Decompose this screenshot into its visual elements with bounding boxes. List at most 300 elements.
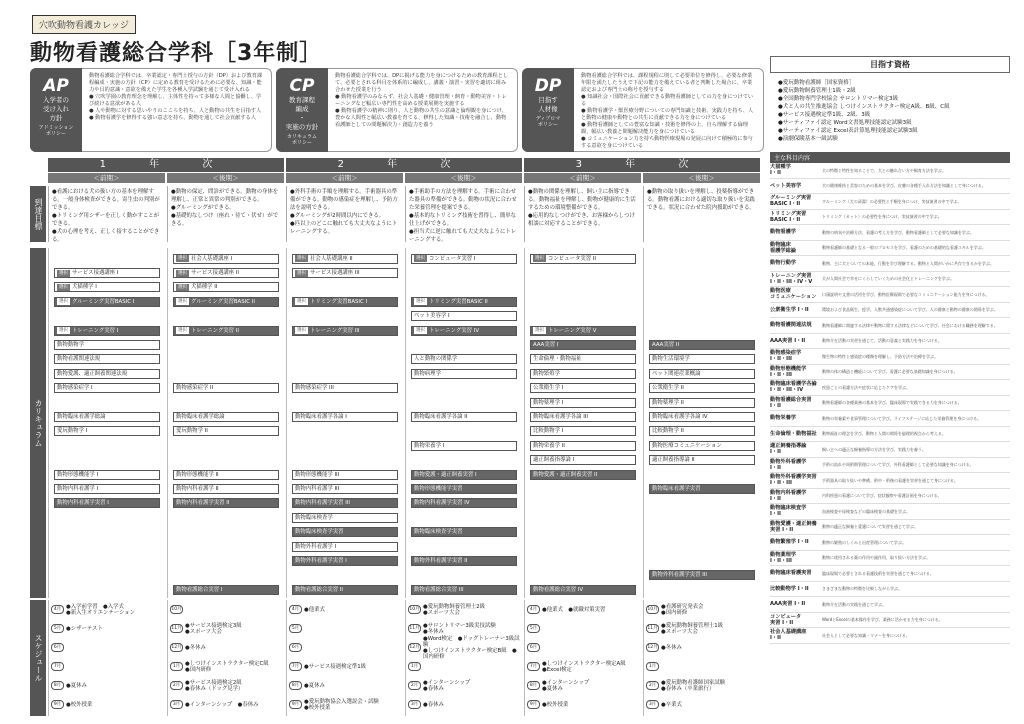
subject-desc: グルーミング（犬の清潔）の必要性と手順を身につけ、実技演習の中で学ぶ。 bbox=[822, 198, 962, 204]
subject-row bbox=[770, 427, 1010, 443]
course-box bbox=[649, 484, 755, 494]
course-box bbox=[530, 383, 636, 393]
course-name: 動物臨床看護学各論 III bbox=[533, 414, 588, 420]
schedule-event bbox=[406, 600, 521, 619]
month-badge: 7月 bbox=[289, 662, 302, 671]
subject-desc: 動物の体の構造と機能について学び、看護に必要な基礎知識を身につける。 bbox=[822, 369, 958, 375]
schedule-event bbox=[406, 635, 521, 660]
cp-text: 動物看護総合学科では、DPに掲げる能力を身につけるための教育課程として、必要とされる科目を体系的に編成し、講義・演習・実習を適切に組み合わせた授業を行う ● 動物看護学のみならず、社会人基礎・健康管理・飼育・動物美容・トレーニングなど幅広い専門性を高める授業展開を実施する ● 動物看護学の精神に則り、人と動物の共生の意識と倫理観を身につけ、豊かな人間性と幅広い教養を育てる、修得した知識・技術を融合し、動物看護師としての問題解決力・創造力を養う bbox=[335, 73, 509, 128]
month-badge: 12月 bbox=[409, 645, 420, 650]
subject-row bbox=[770, 194, 1010, 210]
month-badge: 4月 bbox=[51, 605, 64, 614]
course-name: 動物外科看護学実習 I bbox=[295, 558, 347, 564]
ap-badge bbox=[30, 68, 82, 152]
course-name: 動物内科看護学実習 I bbox=[57, 500, 109, 507]
schedule-event bbox=[287, 638, 402, 657]
schedule-column bbox=[48, 600, 164, 716]
course-box bbox=[411, 441, 517, 451]
course-name: 動物臨床検査学 bbox=[295, 514, 333, 521]
course-name: トレーニング実習 II bbox=[191, 327, 239, 334]
subject-name: グルーミング実習 BASIC I・II bbox=[770, 195, 812, 208]
month-badge: 6月 bbox=[51, 643, 64, 652]
schedule-event bbox=[644, 695, 759, 714]
course-box bbox=[530, 426, 636, 436]
course-box bbox=[54, 412, 160, 422]
event-text: ●校外授業 bbox=[542, 701, 569, 708]
subject-row bbox=[770, 287, 1010, 303]
course-name: サービス接遇講座 II bbox=[191, 270, 240, 276]
schedule-column bbox=[643, 600, 759, 716]
subject-row bbox=[770, 411, 1010, 427]
month-badge: 7月 bbox=[527, 662, 540, 671]
event-text: ●シザーテスト bbox=[66, 625, 103, 632]
elective-tag: 選択 bbox=[59, 284, 68, 290]
course-box bbox=[54, 383, 160, 393]
course-name: 動物臨床看護学各論 I bbox=[295, 414, 347, 420]
month-badge: 1月 bbox=[170, 662, 183, 671]
elective-tag: 選択 bbox=[178, 270, 187, 276]
curriculum-policy-box bbox=[276, 68, 518, 152]
course-box bbox=[411, 556, 517, 566]
subject-name: 動物臨床看護実習 bbox=[770, 570, 812, 577]
course-name: 動物臨床看護学総論 bbox=[176, 414, 225, 420]
elective-tag: 選択 bbox=[297, 270, 306, 276]
subject-desc: 動物の繁殖のしくみと出産管理について学ぶ。 bbox=[822, 539, 906, 545]
month-badge: 10月 bbox=[171, 607, 182, 612]
month-badge: 6月 bbox=[289, 643, 302, 652]
school-name-tag: 穴吹動物看護カレッジ bbox=[32, 15, 136, 34]
subject-desc: 動物介在活動の実践を通じて学ぶ。 bbox=[822, 601, 887, 607]
course-box bbox=[54, 426, 160, 436]
course-name: 適正飼養指導論 II bbox=[652, 457, 695, 464]
subject-name: 動物繁殖学 I・II bbox=[770, 539, 809, 546]
course-box bbox=[530, 455, 636, 465]
course-box bbox=[173, 254, 279, 264]
ap-sub: アドミッション ポリシー bbox=[38, 125, 74, 137]
ap-text: 動物看護総合学科では、卒業認定・専門士授与の方針（DP）および教育課程編成・実施の方針（CP）に定める教育を受けるために必要な、知識・能力や目的意識・意欲を備えた学生を各種入学試験を通じて受け入れる ● 穴吹学園の教育理念を理解し、主体性を持って多様な人間と協働し、学び続ける意欲がある人 ● 人や動物に対する思いやりのこころを持ち、人と動物の共生を目指す人 ● 動物看護学を修得する強い意志を持ち、動物を通して社会貢献する人 bbox=[89, 73, 263, 121]
elective-tag: 選択 bbox=[178, 256, 187, 262]
course-box bbox=[292, 268, 398, 278]
course-name: 動物繁殖学 bbox=[533, 370, 560, 377]
subject-desc: 動物看護師の各種業務の基本を学び、臨床現場で実践できる力を身につける。 bbox=[822, 400, 962, 406]
schedule-event bbox=[644, 638, 759, 657]
schedule-event bbox=[525, 657, 640, 676]
month-badge: 7月 bbox=[51, 662, 64, 671]
subject-name: 動物看護総合実習 I・II bbox=[770, 396, 812, 409]
course-box bbox=[530, 398, 636, 408]
subject-row bbox=[770, 473, 1010, 489]
course-box bbox=[173, 498, 279, 508]
course-box bbox=[649, 455, 755, 465]
month-badge: 3月 bbox=[408, 700, 421, 709]
month-badge: 8月 bbox=[527, 681, 540, 690]
event-text: ●サービス接遇検定3級 ●スポーツ大会 bbox=[185, 622, 242, 635]
course-name: 動物感染症学 III bbox=[295, 385, 334, 392]
row-label-curriculum: カリキュラム bbox=[30, 248, 46, 598]
course-box bbox=[411, 254, 517, 264]
elective-tag: 選択 bbox=[178, 284, 187, 290]
month-badge: 3月 bbox=[170, 700, 183, 709]
month-badge: 12月 bbox=[647, 645, 658, 650]
dp-badge bbox=[522, 68, 574, 152]
dp-sub: ディプロマ ポリシー bbox=[535, 116, 561, 128]
course-box bbox=[54, 326, 160, 336]
course-name: 動物外科看護学 I bbox=[295, 543, 337, 550]
course-name: グルーミング実習BASIC II bbox=[191, 298, 255, 305]
course-name: トリミング実習BASIC II bbox=[429, 298, 488, 305]
course-name: ペット美容学 I bbox=[414, 313, 450, 320]
schedule-event bbox=[644, 657, 759, 676]
cp-badge bbox=[276, 68, 328, 152]
subject-row bbox=[770, 349, 1010, 365]
event-text: ●卒業式 bbox=[661, 701, 682, 708]
course-name: 動物薬理学 II bbox=[652, 399, 684, 406]
course-box bbox=[173, 268, 279, 278]
course-box bbox=[292, 254, 398, 264]
subject-desc: さまざまな動物の特徴を比較しながら学ぶ。 bbox=[822, 586, 903, 592]
month-badge: 10月 bbox=[409, 607, 420, 612]
subject-row bbox=[770, 365, 1010, 381]
year-2-header: 2 年 次 bbox=[286, 158, 522, 172]
course-name: 動物内科看護学 III bbox=[295, 486, 340, 492]
subject-desc: 犬の特徴と特性を知ることで、犬との触れ合い方や飼育方法を学ぶ。 bbox=[822, 167, 946, 173]
course-box bbox=[649, 369, 755, 379]
schedule-event bbox=[49, 695, 164, 714]
schedule-event bbox=[406, 676, 521, 695]
course-box bbox=[173, 470, 279, 480]
course-name: 動物生活環境学 bbox=[652, 356, 690, 363]
schedule-event bbox=[287, 600, 402, 619]
course-box bbox=[649, 340, 755, 350]
subject-desc: 動物、主に犬とついての本能、行動を学び理解する。動物と人間がいかに共存できるかを学ぶ。 bbox=[822, 260, 994, 266]
course-box bbox=[411, 498, 517, 508]
course-name: 動物愛護・適正飼養実習 II bbox=[533, 471, 598, 478]
curriculum-column bbox=[524, 248, 640, 598]
subject-name: 社会人基礎講座 I・II bbox=[770, 629, 807, 642]
course-name: 動物感染症学 I bbox=[57, 385, 93, 392]
month-badge: 9月 bbox=[289, 700, 302, 709]
subject-desc: トリミング（カット）の必要性を身につけ、実技演習の中で学ぶ。 bbox=[822, 214, 942, 220]
term-y3-second: ＜後期＞ bbox=[643, 173, 760, 183]
admission-policy-box bbox=[30, 68, 272, 152]
month-badge: 1月 bbox=[646, 662, 659, 671]
subject-name: 動物臨床検査学 I・II bbox=[770, 505, 807, 518]
month-badge: 10月 bbox=[647, 607, 658, 612]
month-badge: 9月 bbox=[527, 700, 540, 709]
subject-row bbox=[770, 163, 1010, 179]
course-name: 動物薬理学 I bbox=[533, 399, 564, 406]
subject-desc: 動物の適正な飼養と愛護について実習を通じて学ぶ。 bbox=[822, 524, 918, 530]
month-badge: 11月 bbox=[171, 626, 182, 631]
course-name: 社会人基礎講座 I bbox=[191, 255, 233, 262]
subject-desc: 手術器具の取り扱いや準備、術中・術後の看護を実習を通じて身につける。 bbox=[822, 477, 958, 483]
course-box bbox=[54, 268, 160, 278]
course-name: AAA実習 I bbox=[533, 342, 559, 348]
course-box bbox=[530, 254, 636, 264]
schedule-event bbox=[168, 638, 283, 657]
subject-desc: 手術の流れや周術期管理について学び、外科看護師として必要な知識を身につける。 bbox=[822, 462, 974, 468]
elective-tag: 選択 bbox=[535, 328, 544, 334]
subject-name: 動物臨床看護学各論 I・II・III・IV bbox=[770, 381, 817, 394]
schedule-event bbox=[168, 600, 283, 619]
elective-tag: 選択 bbox=[297, 299, 306, 305]
year-3-header: 3 年 次 bbox=[524, 158, 760, 172]
schedule-event bbox=[287, 676, 402, 695]
elective-tag: 選択 bbox=[297, 256, 306, 262]
subject-name: 動物栄養学 bbox=[770, 415, 796, 422]
course-name: トレーニング実習 IV bbox=[429, 327, 480, 334]
course-box bbox=[649, 570, 755, 580]
course-name: 犬猫種学 I bbox=[72, 284, 97, 291]
subject-name: トリミング実習 BASIC I・II bbox=[770, 210, 807, 223]
course-name: 動物愛護、適正飼養関連法規 bbox=[57, 370, 128, 377]
subject-desc: WordとExcelの基本操作を学び、業務に活かせる力を身につける。 bbox=[822, 617, 943, 623]
course-name: AAA実習 II bbox=[652, 342, 680, 348]
subject-name: 動物愛護・適正飼養 実習 I・II bbox=[770, 520, 817, 533]
subject-name: 動物薬理学 I・II・III bbox=[770, 551, 796, 564]
course-box bbox=[411, 470, 517, 480]
schedule-event bbox=[525, 676, 640, 695]
course-box bbox=[292, 513, 398, 523]
course-name: 動物臨床看護学総論 bbox=[57, 414, 106, 420]
event-text: ●入学前学習 ●入学式 ●新入生オリエンテーション bbox=[66, 603, 136, 616]
subject-desc: 動物の栄養素や食事管理について学び、ライフステージに応じた栄養管理を身につける。 bbox=[822, 415, 982, 421]
subject-desc: 動物の病気や治療方法、看護の考え方を学び、動物看護師として必要な知識を学ぶ。 bbox=[822, 229, 974, 235]
course-name: 公衆衛生学 I bbox=[533, 385, 564, 392]
course-box bbox=[54, 369, 160, 379]
course-box bbox=[411, 369, 517, 379]
elective-tag: 選択 bbox=[297, 328, 306, 334]
event-text: ●愛玩動物協会入選説会・試験 ●校外授業 bbox=[304, 698, 379, 711]
subject-row bbox=[770, 582, 1010, 598]
event-text: ●サロントリマー3級実技試験 ●冬休み bbox=[423, 622, 496, 635]
subject-desc: 社会人として必要な知識・マナーを身につける。 bbox=[822, 632, 910, 638]
schedule-event bbox=[49, 657, 164, 676]
elective-tag: 選択 bbox=[416, 299, 425, 305]
subject-name: 動物医療 コミュニケーション bbox=[770, 288, 817, 301]
subject-desc: 動物介在活動の実習を通じて、活動の意義と実践力を身につける。 bbox=[822, 338, 942, 344]
course-name: トリミング実習BASIC I bbox=[310, 298, 368, 305]
course-name: コンピュータ実習 II bbox=[548, 255, 597, 262]
schedule-event bbox=[525, 638, 640, 657]
course-name: 動物臨床検査学実習 bbox=[414, 529, 463, 536]
course-name: 愛玩動物学 II bbox=[176, 428, 208, 435]
course-box bbox=[173, 282, 279, 292]
subject-desc: 動物福祉の理念を学び、動物と人間の関係を倫理的視点から考える。 bbox=[822, 431, 946, 437]
course-name: 比較動物学 II bbox=[652, 428, 684, 435]
month-badge: 11月 bbox=[409, 626, 420, 631]
course-name: 愛玩動物学 I bbox=[57, 428, 88, 435]
subject-row bbox=[770, 535, 1010, 551]
course-box bbox=[649, 426, 755, 436]
event-text: ●Word検定 ●ドッグトレーナー3級試験 ●しつけインストラクター検定B級 ●国内研修 bbox=[423, 635, 520, 660]
course-name: 動物臨床看護学各論 IV bbox=[652, 414, 708, 420]
course-box bbox=[173, 326, 279, 336]
month-badge: 4月 bbox=[527, 605, 540, 614]
course-name: グルーミング実習BASIC I bbox=[72, 298, 135, 305]
course-name: 動物臨床看護学各論 II bbox=[414, 414, 468, 420]
subject-row bbox=[770, 458, 1010, 474]
course-box bbox=[54, 297, 160, 307]
subject-desc: 微生物の特性と感染症の種類を理解し、予防方法や治療を学ぶ。 bbox=[822, 353, 939, 359]
course-box bbox=[173, 383, 279, 393]
target-col-0: ●看護における犬の扱い方の基本を理解する。一般身体検査ができる。寄生虫の判別ができる。 ●トリミング用シザーを正しく動かすことができる。 ●犬の心理を考え、正しく接することができる。 bbox=[48, 186, 164, 242]
course-box bbox=[173, 484, 279, 494]
curriculum-column bbox=[643, 248, 759, 598]
month-badge: 5月 bbox=[289, 624, 302, 633]
subject-row bbox=[770, 504, 1010, 520]
event-text: ●しつけインストラクター検定C級 ●国内研修 bbox=[185, 660, 269, 673]
subject-desc: 内科疾患の看護について学び、症状観察や看護計画を身につける。 bbox=[822, 493, 942, 499]
year-1-header: 1 年 次 bbox=[48, 158, 284, 172]
course-box bbox=[530, 441, 636, 451]
dp-text: 動物看護総合学科では、課程規程に則して必要単位を修得し、必要な修業年限を満たしたうえで下記の能力を備えている者と判断した場合に、卒業認定および専門士の称号を授与する ● 知識社会・国際社会に貢献できる動物看護師としての力を身につけている ● 動物看護学・獣医療分野についての専門知識と技術、実践力を持ち、人と動物の健康や動物との共生に貢献できる力を身につけている ● 動物看護師としての豊富な知識・技術を修得の上、自ら理解する倫理観、幅広い教養と問題解決能力を身につけている ● コミュニケーション力を持ち動物医療現場の発展に向けて積極的に参与する意欲を身につけている bbox=[581, 73, 754, 149]
schedule-event bbox=[525, 600, 640, 619]
month-badge: 4月 bbox=[289, 605, 302, 614]
course-box bbox=[292, 383, 398, 393]
subject-name: 公衆衛生学 I・II bbox=[770, 306, 809, 313]
schedule-event bbox=[168, 619, 283, 638]
event-text: ●夏休み bbox=[304, 682, 325, 689]
subject-name: 動物看護学 bbox=[770, 229, 796, 236]
course-name: 動物内科看護学 I bbox=[57, 486, 99, 492]
course-name: 動物看護総合実習 IV bbox=[533, 586, 584, 593]
course-name: 動物動物学 bbox=[57, 342, 84, 348]
course-box bbox=[411, 311, 517, 321]
course-box bbox=[530, 354, 636, 364]
subject-name: 動物形態機能学 I・II・III bbox=[770, 365, 807, 378]
course-box bbox=[411, 585, 517, 595]
subject-desc: 血液検査や尿検査などの臨床検査の基礎を学ぶ。 bbox=[822, 508, 911, 514]
schedule-event bbox=[168, 657, 283, 676]
month-badge: 2月 bbox=[646, 681, 659, 690]
event-text: ●冬休み bbox=[661, 644, 682, 651]
subject-name: 動物臨床 看護学総論 bbox=[770, 241, 796, 254]
course-name: 動物医療コミュニケーション bbox=[652, 442, 722, 449]
course-name: 動物形態機能学 I bbox=[57, 471, 99, 478]
course-name: 公衆衛生学 II bbox=[652, 385, 684, 392]
subject-name: 適正飼養指導論 I・II bbox=[770, 443, 807, 456]
month-badge: 5月 bbox=[527, 624, 540, 633]
elective-tag: 選択 bbox=[416, 328, 425, 334]
course-box bbox=[530, 326, 636, 336]
subject-row bbox=[770, 303, 1010, 319]
subject-row bbox=[770, 210, 1010, 226]
course-box bbox=[54, 498, 160, 508]
course-box bbox=[411, 484, 517, 494]
course-box bbox=[530, 340, 636, 350]
subject-name: 比較動物学 I・II bbox=[770, 585, 809, 592]
schedule-event bbox=[168, 676, 283, 695]
sidebar bbox=[770, 56, 1010, 644]
course-box bbox=[530, 470, 636, 480]
target-col-5: ●動物の取り扱いを理解し、投薬指導ができる。動物看護における適切な取り扱いを実践できる。状況に合わせた院内援助ができる。 bbox=[643, 186, 759, 242]
event-text: ●インターンシップ ●夏休み bbox=[542, 679, 590, 692]
ap-name: 入学者の 受け入れ 方針 bbox=[43, 96, 69, 122]
schedule-event bbox=[525, 695, 640, 714]
diploma-policy-box bbox=[522, 68, 764, 152]
cp-name: 教育課程 編成 ・ 実施の方針 bbox=[285, 96, 319, 131]
subject-name: AAA実習 I・II bbox=[770, 601, 806, 608]
subjects-title: 主な科目内容 bbox=[770, 152, 1010, 163]
event-text: ●愛玩動物飼養管理士1級 ●スポーツ大会 bbox=[661, 622, 724, 635]
goals-title: 目指す資格 bbox=[770, 56, 1010, 73]
course-name: 比較動物学 I bbox=[533, 428, 564, 435]
event-text: ●春休み bbox=[423, 701, 444, 708]
term-y2-first: ＜前期＞ bbox=[286, 173, 403, 183]
row-label-schedule: スケジュール bbox=[30, 600, 46, 716]
event-text: ●サービス接遇検定準1級 bbox=[304, 663, 367, 670]
course-name: 動物病理学 bbox=[414, 370, 441, 377]
term-y2-second: ＜後期＞ bbox=[405, 173, 522, 183]
course-box bbox=[292, 470, 398, 480]
course-name: 社会人基礎講座 II bbox=[310, 255, 353, 262]
course-box bbox=[173, 585, 279, 595]
subject-row bbox=[770, 318, 1010, 334]
course-name: トレーニング実習 I bbox=[72, 327, 119, 334]
ap-code: AP bbox=[43, 76, 69, 96]
subject-desc: 飼い主への適正な飼養指導の方法を学び、実践力を養う。 bbox=[822, 446, 926, 452]
course-name: 動物感染症学 II bbox=[176, 385, 214, 392]
course-box bbox=[411, 297, 517, 307]
month-badge: 2月 bbox=[170, 681, 183, 690]
course-name: 動物形態機能学 III bbox=[295, 471, 340, 478]
course-name: 動物内科看護学実習 IV bbox=[414, 500, 470, 507]
schedule-event bbox=[287, 657, 402, 676]
course-box bbox=[411, 412, 517, 422]
target-col-1: ●動物の保定、問診ができる。動物の身体を理解し、正常と異常の判別ができる。 ●グルーミングができる。 ●基礎的なしつけ（座れ・待て・伏せ）ができる。 bbox=[167, 186, 283, 242]
month-badge: 6月 bbox=[527, 643, 540, 652]
schedule-event bbox=[49, 676, 164, 695]
schedule-event bbox=[644, 600, 759, 619]
subject-name: 動物内科看護学 I・II bbox=[770, 489, 807, 502]
cp-sub: カリキュラム ポリシー bbox=[287, 134, 317, 146]
month-badge: 8月 bbox=[289, 681, 302, 690]
subject-row bbox=[770, 396, 1010, 412]
course-name: 動物内科看護学実習 II bbox=[176, 500, 230, 507]
course-box bbox=[173, 297, 279, 307]
event-text: ●インターンシップ ●春休み bbox=[423, 679, 471, 692]
elective-tag: 選択 bbox=[416, 256, 425, 262]
schedule-event bbox=[49, 619, 164, 638]
dp-name: 目指す 人材像 bbox=[538, 96, 558, 113]
course-name: 動物看護総合実習 II bbox=[295, 586, 344, 593]
target-col-4: ●動物の関係を理解し、飼い主に指導できる。動物福祉を理解し、動物が健康的に生活するための環境整備ができる。 ●応用的なしつけができ、お客様からしつけ相談に対応することができる。 bbox=[524, 186, 640, 242]
course-box bbox=[292, 527, 398, 537]
subject-desc: 犬が人間社会で幸せにくらしていくための社会化とトレーニングを学ぶ。 bbox=[822, 276, 954, 282]
subject-desc: 犬の健康維持と美容のための基本を学び、皮膚の各種手入れ方法を知識として身につける。 bbox=[822, 183, 986, 189]
course-box bbox=[292, 556, 398, 566]
goals-list: ●愛玩動物看護師［国家資格］ ●愛玩動物飼養管理士1級・2級 ●全国動物専門学校協会 サロントリマー検定3級 ●犬と人の共生推進協会 しつけインストラクター検定A級、B級、C級 ●サービス接遇検定準1級、2級、3級 ●サーティファイ認定 Word文書処理技能認定試験3級 ●サーティファイ認定 Excel表計算処理技能認定試験3級 ●演劇保険基本一級試験 bbox=[778, 80, 950, 142]
event-text: ●サービス接遇検定2級 ●春休み（ドッグ見学） bbox=[185, 679, 244, 692]
subject-desc: 臨床現場で必要とされる看護技術を実習を通じて身につける。 bbox=[822, 570, 934, 576]
event-text: ●愛玩動物飼養管理士2級 ●スポーツ大会 bbox=[423, 603, 486, 616]
month-badge: 12月 bbox=[171, 645, 182, 650]
event-text: ●夏休み bbox=[66, 682, 87, 689]
dp-code: DP bbox=[534, 76, 562, 96]
course-box bbox=[292, 498, 398, 508]
course-name: 犬猫種学 II bbox=[191, 284, 218, 291]
schedule-event bbox=[168, 695, 283, 714]
subject-name: 動物外科看護学実習 I・II・III bbox=[770, 474, 817, 487]
subject-row bbox=[770, 566, 1010, 582]
course-box bbox=[649, 383, 755, 393]
subject-row bbox=[770, 256, 1010, 272]
subject-row bbox=[770, 628, 1010, 644]
elective-tag: 選択 bbox=[535, 256, 544, 262]
month-badge: 2月 bbox=[408, 681, 421, 690]
course-name: サービス接遇講座 I bbox=[72, 270, 119, 276]
